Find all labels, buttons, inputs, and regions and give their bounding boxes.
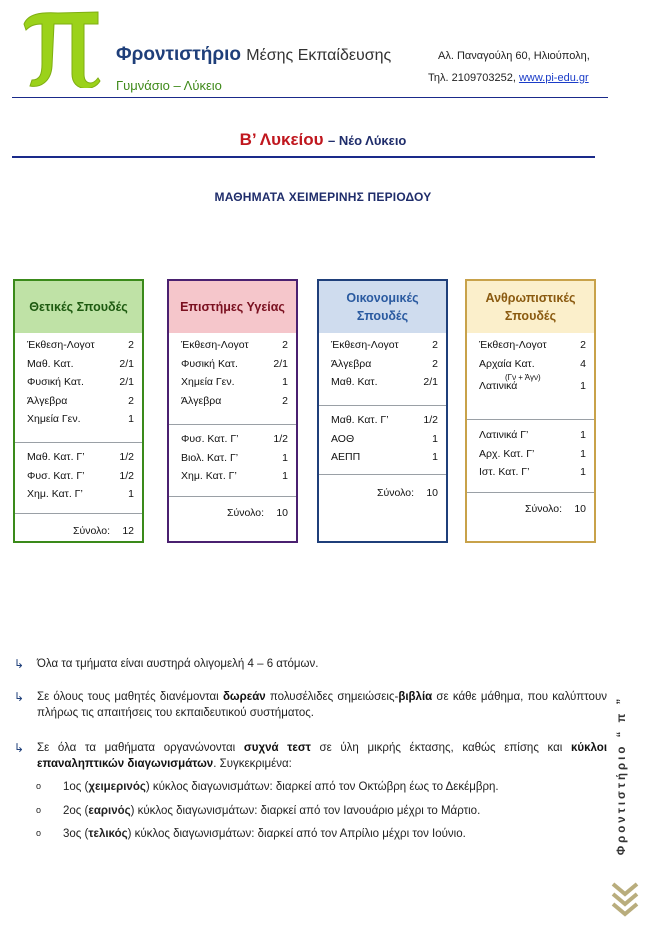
program-box bbox=[13, 279, 144, 543]
subject-hours: 4 bbox=[580, 357, 586, 370]
subject-hours: 2/1 bbox=[423, 376, 438, 388]
total-row bbox=[525, 503, 586, 515]
group-divider bbox=[15, 442, 142, 443]
bullet-tests: ↳ Σε όλα τα μαθήματα οργανώνονται συχνά τεστ σε ύλη μικρής έκτασης, καθώς επίσης και κύκλοι επαναληπτικών διαγωνισμάτων. Συγκεκριμένα: bbox=[14, 741, 608, 770]
subject-name: Έκθεση-Λογοτ bbox=[181, 339, 249, 351]
header-divider bbox=[12, 97, 608, 98]
curved-arrow-icon: ↳ bbox=[14, 690, 25, 704]
program-box bbox=[465, 279, 596, 543]
group-divider bbox=[467, 419, 594, 420]
contact-line bbox=[428, 72, 589, 84]
total-row bbox=[227, 507, 288, 519]
subject-name: Χημεία Γεν. bbox=[181, 376, 235, 388]
subject-row bbox=[479, 339, 586, 353]
subject-name: Φυσική Κατ. bbox=[27, 376, 84, 388]
subject-hours: 1/2 bbox=[119, 451, 134, 463]
subject-hours: 1/2 bbox=[273, 433, 288, 445]
program-box bbox=[317, 279, 448, 543]
subject-name: Χημ. Κατ. Γ’ bbox=[181, 470, 237, 482]
subject-row bbox=[27, 339, 134, 353]
subject-row bbox=[479, 380, 586, 394]
subject-row bbox=[331, 451, 438, 465]
total-divider bbox=[169, 496, 296, 497]
chevrons-down-icon bbox=[610, 880, 640, 920]
group-divider bbox=[169, 424, 296, 425]
side-brand: Φροντιστήριο “ π ” bbox=[616, 695, 628, 856]
subject-row bbox=[27, 451, 134, 465]
title-divider bbox=[12, 156, 595, 158]
subject-row bbox=[27, 376, 134, 390]
subject-row bbox=[479, 429, 586, 443]
subject-hours: 2 bbox=[282, 394, 288, 407]
subject-row bbox=[27, 413, 134, 427]
program-title: Οικονομικές Σπουδές bbox=[319, 281, 446, 333]
brand-name: Φροντιστήριο Μέσης Εκπαίδευσης bbox=[116, 44, 392, 65]
subject-hours: 2/1 bbox=[119, 357, 134, 370]
group-divider bbox=[319, 405, 446, 406]
subject-name: Μαθ. Κατ. bbox=[331, 376, 378, 388]
total-divider bbox=[467, 492, 594, 493]
subject-name: Έκθεση-Λογοτ bbox=[479, 339, 547, 351]
subject-hours: 1 bbox=[580, 447, 586, 460]
program-box bbox=[167, 279, 298, 543]
curved-arrow-icon: ↳ bbox=[14, 741, 25, 755]
subject-row bbox=[181, 376, 288, 390]
subject-name: Έκθεση-Λογοτ bbox=[331, 339, 399, 351]
subject-hours: 1 bbox=[432, 451, 438, 463]
total-row bbox=[73, 525, 134, 537]
subject-hours: 2 bbox=[580, 339, 586, 351]
subject-row bbox=[479, 466, 586, 480]
subject-hours: 1/2 bbox=[423, 414, 438, 426]
subject-name: Μαθ. Κατ. Γ’ bbox=[331, 414, 389, 426]
website-link[interactable]: www.pi-edu.gr bbox=[518, 72, 589, 84]
subject-name: Βιολ. Κατ. Γ’ bbox=[181, 451, 239, 464]
subject-name: Αρχαία Κατ. bbox=[479, 357, 535, 370]
subject-hours: 2 bbox=[282, 339, 288, 351]
pi-logo-icon bbox=[18, 8, 104, 88]
subject-hours: 2 bbox=[432, 357, 438, 370]
subject-name: Μαθ. Κατ. bbox=[27, 357, 74, 370]
subject-hours: 2/1 bbox=[273, 357, 288, 370]
total-value: 10 bbox=[574, 503, 586, 515]
subject-row bbox=[181, 433, 288, 447]
program-title: Θετικές Σπουδές bbox=[15, 281, 142, 333]
subject-row bbox=[331, 376, 438, 390]
subject-name: Φυσική Κατ. bbox=[181, 357, 238, 370]
subject-row bbox=[27, 488, 134, 502]
subject-name: Άλγεβρα bbox=[27, 394, 68, 407]
subject-hours: 2/1 bbox=[119, 376, 134, 388]
total-value: 12 bbox=[122, 525, 134, 537]
subject-row bbox=[181, 452, 288, 466]
address: Αλ. Παναγούλη 60, Ηλιούπολη, bbox=[438, 50, 590, 62]
total-label: Σύνολο: bbox=[73, 525, 110, 537]
subject-hours: 1/2 bbox=[119, 469, 134, 482]
total-label: Σύνολο: bbox=[227, 507, 264, 519]
brand-levels: Γυμνάσιο – Λύκειο bbox=[116, 78, 222, 93]
subject-row bbox=[479, 448, 586, 462]
subject-hours: 1 bbox=[282, 470, 288, 482]
subject-hours: 2 bbox=[432, 339, 438, 351]
bullet-free-notes: ↳ Σε όλους τους μαθητές διανέμονται δωρεάν πολυσέλιδες σημειώσεις-βιβλία σε κάθε μάθημα, που καλύπτουν πλήρως τις απαιτήσεις του εκπαιδευτικού συστήματος. bbox=[14, 690, 607, 719]
subject-row bbox=[479, 357, 586, 382]
total-divider bbox=[15, 513, 142, 514]
total-value: 10 bbox=[426, 487, 438, 499]
subject-row bbox=[331, 414, 438, 428]
section-heading: ΜΑΘΗΜΑΤΑ ΧΕΙΜΕΡΙΝΗΣ ΠΕΡΙΟΔΟΥ bbox=[214, 190, 432, 204]
subject-hours: 1 bbox=[128, 488, 134, 500]
subject-row bbox=[331, 433, 438, 447]
subject-row bbox=[181, 358, 288, 372]
total-value: 10 bbox=[276, 507, 288, 519]
total-row bbox=[377, 487, 438, 499]
subject-name: Χημ. Κατ. Γ’ bbox=[27, 488, 83, 500]
program-title: Ανθρωπιστικές Σπουδές bbox=[467, 281, 594, 333]
subject-name: Αρχ. Κατ. Γ’ bbox=[479, 447, 535, 460]
subject-name: Μαθ. Κατ. Γ’ bbox=[27, 451, 85, 463]
subject-hours: 1 bbox=[432, 432, 438, 445]
subject-name: Άλγεβρα bbox=[181, 394, 222, 407]
subject-name: Λατινικά Γ’ bbox=[479, 429, 529, 441]
subject-name: Λατινικά bbox=[479, 380, 518, 392]
subject-row bbox=[331, 339, 438, 353]
subject-name: ΑΟΘ bbox=[331, 432, 355, 445]
subject-hours: 1 bbox=[282, 451, 288, 464]
subject-hours: 1 bbox=[282, 376, 288, 388]
subject-name: Έκθεση-Λογοτ bbox=[27, 339, 95, 351]
total-divider bbox=[319, 474, 446, 475]
subject-row bbox=[331, 358, 438, 372]
subject-note: (Γν + Άγν) bbox=[505, 372, 541, 382]
subject-hours: 2 bbox=[128, 339, 134, 351]
total-label: Σύνολο: bbox=[377, 487, 414, 499]
subject-hours: 1 bbox=[128, 413, 134, 425]
curved-arrow-icon: ↳ bbox=[14, 657, 25, 671]
subject-hours: 1 bbox=[580, 429, 586, 441]
subject-row bbox=[27, 395, 134, 409]
subject-row bbox=[181, 395, 288, 409]
subject-row bbox=[181, 339, 288, 353]
subject-hours: 1 bbox=[580, 380, 586, 392]
subject-name: Άλγεβρα bbox=[331, 357, 372, 370]
subject-row bbox=[27, 470, 134, 484]
page-title: Β’ Λυκείου – Νέο Λύκειο bbox=[239, 130, 407, 149]
subject-hours: 2 bbox=[128, 394, 134, 407]
subject-name: Ιστ. Κατ. Γ’ bbox=[479, 466, 530, 478]
subject-name: Φυσ. Κατ. Γ’ bbox=[181, 433, 239, 445]
subject-row bbox=[27, 358, 134, 372]
subject-name: ΑΕΠΠ bbox=[331, 451, 361, 463]
subject-row bbox=[181, 470, 288, 484]
subject-hours: 1 bbox=[580, 466, 586, 478]
subject-name: Φυσ. Κατ. Γ’ bbox=[27, 469, 85, 482]
program-title: Επιστήμες Υγείας bbox=[169, 281, 296, 333]
phone: Τηλ. 2109703252, bbox=[428, 72, 516, 84]
total-label: Σύνολο: bbox=[525, 503, 562, 515]
subject-name: Χημεία Γεν. bbox=[27, 413, 81, 425]
